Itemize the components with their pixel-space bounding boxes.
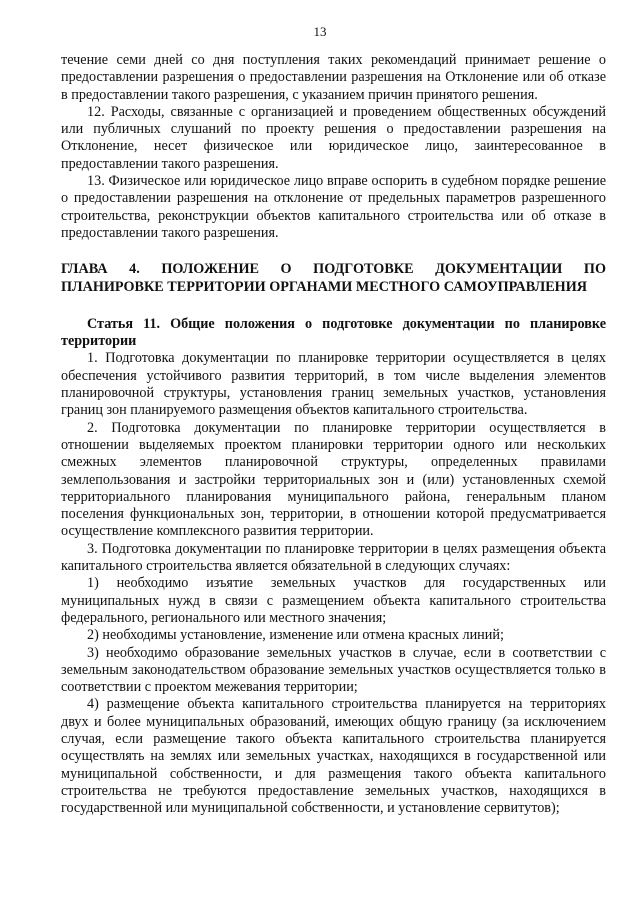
article-title: Статья 11. Общие положения о подготовке документации по планировке территории — [61, 315, 606, 350]
article-paragraph-2: 2. Подготовка документации по планировке территории осуществляется в отношении выделяемых проектом планировки территории одного или нескольких смежных элементов планировочной структуры, определенных правилами землепользования и застройки территориальных зон и (или) установленных схемой территориального планирования муниципального района, генеральным планом поселения функциональных зон, территории, в отношении которой предусматривается осуществление комплексного развития территории. — [61, 419, 606, 540]
article-paragraph-1: 1. Подготовка документации по планировке территории осуществляется в целях обеспечения устойчивого развития территорий, в том числе выделения элементов планировочной структуры, установления границ земельных участков, установления границ зон планируемого размещения объектов капитального строительства. — [61, 350, 606, 419]
article-paragraph-3: 3. Подготовка документации по планировке территории в целях размещения объекта капитального строительства является обязательной в следующих случаях: — [61, 540, 606, 575]
document-body — [61, 52, 606, 817]
page-number: 13 — [313, 24, 327, 39]
paragraph-12: 12. Расходы, связанные с организацией и проведением общественных обсуждений или публичных слушаний по проекту решения о предоставлении разрешения на Отклонение, несет физическое или юридическое лицо, заинтересованное в предоставлении такого разрешения. — [61, 103, 606, 172]
paragraph-continuation: течение семи дней со дня поступления таких рекомендаций принимает решение о предоставлении разрешения о предоставлении разрешения на Отклонение или об отказе в предоставлении такого разрешения, с указанием причин принятого решения. — [61, 52, 606, 103]
chapter-heading-line-2: ПЛАНИРОВКЕ ТЕРРИТОРИИ ОРГАНАМИ МЕСТНОГО САМОУПРАВЛЕНИЯ — [61, 278, 587, 295]
list-item-1: 1) необходимо изъятие земельных участков для государственных или муниципальных нужд в связи с размещением объекта капитального строительства федерального, регионального или местного значения; — [61, 575, 606, 626]
chapter-heading-line-1: ГЛАВА 4. ПОЛОЖЕНИЕ О ПОДГОТОВКЕ ДОКУМЕНТАЦИИ ПО — [61, 261, 606, 278]
list-item-3: 3) необходимо образование земельных участков в случае, если в соответствии с земельным законодательством образование земельных участков осуществляется только в соответствии с проектом межевания территории; — [61, 644, 606, 696]
list-item-2: 2) необходимы установление, изменение или отмена красных линий; — [87, 627, 504, 644]
paragraph-13: 13. Физическое или юридическое лицо вправе оспорить в судебном порядке решение о предоставлении разрешения на отклонение от предельных параметров разрешенного строительства, реконструкции объектов капитального строительства или об отказе в предоставлении такого разрешения. — [61, 173, 606, 241]
list-item-4: 4) размещение объекта капитального строительства планируется на территориях двух и более муниципальных образований, имеющих общую границу (за исключением случая, если размещение такого объекта капитального строительства планируется осуществлять на землях или земельных участках, находящихся в государственной или муниципальной собственности, и для размещения такого объекта капитального строительства не требуются предоставление земельных участков, находящихся в государственной или муниципальной собственности, и установление сервитутов); — [61, 696, 606, 817]
